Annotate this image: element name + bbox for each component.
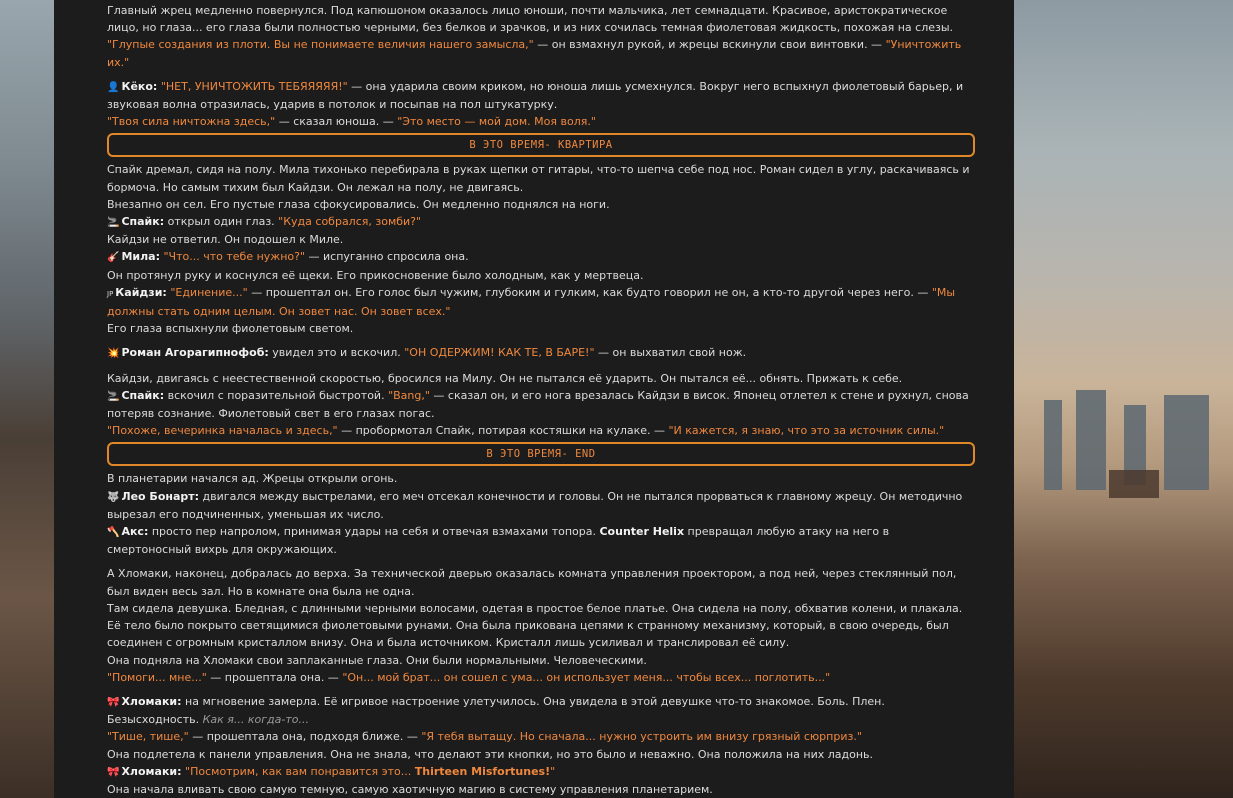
story-paragraph: Она подняла на Хломаки свои заплаканные глаза. Они были нормальными. Человеческими. [107, 653, 647, 667]
dialogue-line: "Тише, тише," — прошептала она, подходя ближе. — "Я тебя вытащу. Но сначала... нужно устроить им внизу грязный сюрприз." [107, 730, 862, 744]
speaker-name: Спайк: [121, 215, 165, 229]
quote: "Твоя сила ничтожна здесь," [107, 115, 276, 129]
dialogue-line: JP Кайдзи: "Единение..." — прошептал он. Его голос был чужим, глубоким и гулким, как будто говорил не он, а кто-то другой через него. — "Мы должны стать одним целым. Он зовет нас. Он зовет всех." [107, 285, 956, 319]
dialogue-line: 🐺 Лео Бонарт: двигался между выстрелами, его меч отсекал конечности и головы. Он не пытался прорваться к главному жрецу. Он методично вырезал его подчиненных, уменьшая их число. [107, 489, 963, 521]
quote: "Глупые создания из плоти. Вы не понимаете величия нашего замысла," [107, 38, 534, 52]
quote: "Я тебя вытащу. Но сначала... нужно устроить им внизу грязный сюрприз." [421, 730, 862, 744]
story-paragraph: Она подлетела к панели управления. Она не знала, что делают эти кнопки, но это было и неважно. Она положила на них ладонь. [107, 747, 874, 761]
story-paragraph: Он протянул руку и коснулся её щеки. Его прикосновение было холодным, как у мертвеца. [107, 268, 644, 282]
speaker-name: Хломаки: [121, 694, 182, 708]
background-right-strip [1014, 0, 1233, 798]
quote: "Посмотрим, как вам понравится это... [185, 764, 415, 778]
quote: "Куда собрался, зомби?" [278, 215, 422, 229]
speaker-name: Спайк: [121, 388, 165, 402]
speaker-name: Кайдзи: [115, 285, 167, 299]
quote: "Тише, тише," [107, 730, 189, 744]
ability-name: Thirteen Misfortunes! [414, 764, 551, 778]
quote: "И кажется, я знаю, что это за источник силы." [668, 424, 945, 438]
speaker-name: Мила: [121, 250, 160, 264]
story-paragraph: В планетарии начался ад. Жрецы открыли огонь. [107, 472, 398, 486]
ribbon-icon: 🎀 [107, 696, 120, 708]
quote: "Уничтожить их." [107, 38, 962, 69]
story-paragraph: А Хломаки, наконец, добралась до верха. За технической дверью оказалась комната управления проектором, а под ней, через стеклянный пол, был виден весь зал. Но в комнате она была не одна. [107, 567, 957, 598]
story-paragraph: Кайдзи, двигаясь с неестественной скоростью, бросился на Милу. Он не пытался её ударить. Он пытался её... обнять. Прижать к себе. [107, 371, 903, 385]
quote: "Bang," [388, 388, 430, 402]
ribbon-icon: 🎀 [107, 766, 120, 778]
story-paragraph: Внезапно он сел. Его пустые глаза сфокусировались. Он медленно поднялся на ноги. [107, 197, 610, 211]
dialogue-line: 🚬 Спайк: открыл один глаз. "Куда собрался, зомби?" [107, 215, 422, 229]
cigarette-icon: 🚬 [107, 217, 120, 229]
dialogue-line: 🎸 Мила: "Что... что тебе нужно?" — испуганно спросила она. [107, 250, 469, 264]
person-icon: 👤 [107, 81, 120, 93]
quote: "Что... что тебе нужно?" [163, 250, 306, 264]
quote: "Это место — мой дом. Моя воля." [397, 115, 596, 129]
scene-banner: В ЭТО ВРЕМЯ- END [107, 442, 975, 466]
story-paragraph: Там сидела девушка. Бледная, с длинными черными волосами, одетая в простое белое платье. Она сидела на полу, обхватив колени, и плакала. Её тело было покрыто светящимися фиолетовыми рунами. Она была прикована цепями к странному механизму, который, в свою очередь, был соединен с огромным кристаллом внизу. Она и была источником. Кристалл лишь усиливал и транслировал её силу. [107, 601, 963, 650]
dialogue-line: "Помоги... мне..." — прошептала она. — "Он... мой брат... он сошел с ума... он использует меня... чтобы всех... поглотить..." [107, 670, 831, 684]
quote: "Он... мой брат... он сошел с ума... он использует меня... чтобы всех... поглотить..." [342, 670, 831, 684]
dialogue-line: 💥 Роман Агорагипнофоб: увидел это и вскочил. "ОН ОДЕРЖИМ! КАК ТЕ, В БАРЕ!" — он выхватил свой нож. [107, 346, 747, 360]
story-message [107, 2, 975, 798]
quote: "Помоги... мне..." [107, 670, 207, 684]
axe-icon: 🪓 [107, 527, 120, 539]
dialogue-line: "Похоже, вечеринка началась и здесь," — пробормотал Спайк, потирая костяшки на кулаке. — "И кажется, я знаю, что это за источник силы." [107, 424, 945, 438]
background-left-strip [0, 0, 54, 798]
speaker-name: Хломаки: [121, 764, 182, 778]
dialogue-line: 🚬 Спайк: вскочил с поразительной быстротой. "Bang," — сказал он, и его нога врезалась Кайдзи в висок. Японец отлетел к стене и рухнул, снова потеряв сознание. Фиолетовый свет в его глазах погас. [107, 388, 969, 421]
dialogue-line: 🎀 Хломаки: "Посмотрим, как вам понравится это... Thirteen Misfortunes!" [107, 764, 556, 778]
dialogue-line: 🎀 Хломаки: на мгновение замерла. Её игривое настроение улетучилось. Она увидела в этой девушке что-то знакомое. Боль. Плен. Безысходность. Как я... когда-то... [107, 694, 885, 727]
ability-name: Counter Helix [599, 525, 685, 539]
quote: "Единение..." [170, 285, 248, 299]
quote: "ОН ОДЕРЖИМ! КАК ТЕ, В БАРЕ!" [404, 346, 595, 360]
quote: "Мы должны стать одним целым. Он зовет нас. Он зовет всех." [107, 285, 956, 319]
explosion-icon: 💥 [107, 348, 120, 360]
scene-banner: В ЭТО ВРЕМЯ- КВАРТИРА [107, 133, 975, 157]
speaker-name: Лео Бонарт: [121, 489, 200, 503]
dialogue-line: 🪓 Акс: просто пер напролом, принимая удары на себя и отвечая взмахами топора. Counter Helix превращал любую атаку на него в смертоносный вихрь для окружающих. [107, 525, 890, 557]
story-paragraph: Спайк дремал, сидя на полу. Мила тихонько перебирала в руках щепки от гитары, что-то шепча себе под нос. Роман сидел в углу, раскачиваясь и бормоча. Но самым тихим был Кайдзи. Он лежал на полу, не двигаясь. [107, 163, 970, 194]
story-paragraph: Кайдзи не ответил. Он подошел к Миле. [107, 233, 344, 247]
dialogue-line: "Глупые создания из плоти. Вы не понимаете величия нашего замысла," — он взмахнул рукой, и жрецы вскинули свои винтовки. — "Уничтожить их." [107, 38, 962, 69]
inner-thought: Как я... когда-то... [202, 713, 309, 727]
quote: "Похоже, вечеринка началась и здесь," [107, 424, 338, 438]
speaker-name: Роман Агорагипнофоб: [121, 346, 269, 360]
dialogue-line: "Твоя сила ничтожна здесь," — сказал юноша. — "Это место — мой дом. Моя воля." [107, 115, 596, 129]
quote: "НЕТ, УНИЧТОЖИТЬ ТЕБЯЯЯЯЯ!" [160, 79, 348, 93]
wolf-icon: 🐺 [107, 491, 120, 503]
dialogue-line: 👤 Кёко: "НЕТ, УНИЧТОЖИТЬ ТЕБЯЯЯЯЯ!" — она ударила своим криком, но юноша лишь усмехнулся. Вокруг него вспыхнул фиолетовый барьер, и звуковая волна отразилась, ударив в потолок и посыпав на пол штукатурку. [107, 79, 964, 112]
story-paragraph: Главный жрец медленно повернулся. Под капюшоном оказалось лицо юноши, почти мальчика, лет семнадцати. Красивое, аристократическое лицо, но глаза... его глаза были полностью черными, без белков и зрачков, и из них сочилась темная фиолетовая жидкость, похожая на слезы. [107, 4, 954, 35]
story-paragraph: Она начала вливать свою самую темную, самую хаотичную магию в систему управления планетарием. [107, 782, 713, 796]
speaker-name: Акс: [121, 525, 149, 539]
cigarette-icon: 🚬 [107, 390, 120, 402]
guitar-icon: 🎸 [107, 252, 120, 264]
speaker-name: Кёко: [121, 79, 158, 93]
japan-flag-icon: JP [107, 289, 114, 298]
story-paragraph: Его глаза вспыхнули фиолетовым светом. [107, 322, 354, 336]
